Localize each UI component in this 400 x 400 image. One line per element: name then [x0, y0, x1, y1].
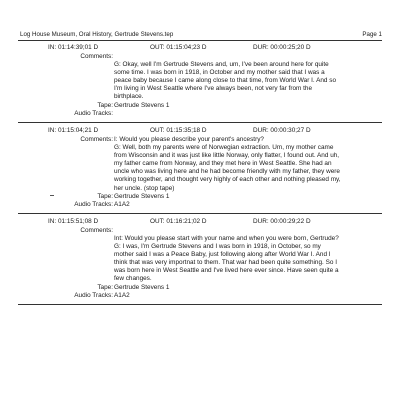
- entry-divider: [18, 213, 382, 214]
- timecode-in: [48, 44, 98, 52]
- timecode-duration: [253, 44, 311, 52]
- audio-tracks-label: Audio Tracks:: [74, 292, 113, 299]
- tape-value: Gertrude Stevens 1: [114, 102, 170, 109]
- comments-label: Comments:: [80, 53, 113, 60]
- tape-label: Tape:: [97, 284, 113, 291]
- page-number: Page 1: [362, 31, 382, 38]
- comments-text: [114, 136, 386, 193]
- in-label: IN:: [48, 44, 57, 51]
- timecode-out: [150, 127, 207, 135]
- timecode-out: [150, 218, 207, 226]
- audio-tracks-label: Audio Tracks:: [74, 110, 113, 117]
- out-label: OUT:: [150, 44, 165, 51]
- log-entry: [0, 218, 400, 308]
- comments-label: Comments:: [80, 136, 113, 143]
- tape-label: Tape:: [97, 193, 113, 200]
- audio-tracks-value: A1A2: [114, 201, 130, 208]
- timecode-row: [0, 44, 400, 53]
- dur-label: DUR:: [253, 218, 269, 225]
- timecode-row: [0, 127, 400, 136]
- entry-divider: [18, 304, 382, 305]
- dur-value: 00:00:29;22 D: [270, 218, 311, 225]
- in-value: 01:15:51;08 D: [57, 218, 99, 225]
- timecode-out: [150, 44, 207, 52]
- log-entry: [0, 127, 400, 213]
- out-value: 01:16:21;02 D: [166, 218, 207, 225]
- comments-text: [114, 61, 386, 101]
- out-label: OUT:: [150, 218, 165, 225]
- audio-tracks-label: Audio Tracks:: [74, 201, 113, 208]
- comments-paragraph: G: Okay, well I'm Gertrude Stevens and, um, I've been around here for quite some time. I was born in 1918, in October and my mother said that I was a peace baby because I came along close to that time, from World War I. And so I'm living in West Seattle where I've always been, not very far from the birthplace.: [114, 61, 337, 101]
- out-label: OUT:: [150, 127, 165, 134]
- dur-label: DUR:: [253, 44, 269, 51]
- comments-label: Comments:: [80, 227, 113, 234]
- out-value: 01:15:35;18 D: [166, 127, 207, 134]
- in-label: IN:: [48, 218, 57, 225]
- in-label: IN:: [48, 127, 57, 134]
- tape-value: Gertrude Stevens 1: [114, 193, 170, 200]
- comments-text: [114, 235, 386, 284]
- dur-label: DUR:: [253, 127, 269, 134]
- comments-paragraph: Int: Would you please start with your name and when you were born, Gertrude? G: I was, I'm Gertrude Stevens and I was born in 1918, in October, so my mother said I was a Peace Baby, just following along after World War I. And I think that was very importnat to them. That war had been quite something. So I was born here in West Seattle and I've lived here ever since. Have seen quite a few changes.: [114, 235, 339, 283]
- tape-label: Tape:: [97, 102, 113, 109]
- header-rule: [18, 40, 382, 41]
- timecode-in: [48, 218, 98, 226]
- in-value: 01:14:39;01 D: [57, 44, 99, 51]
- timecode-duration: [253, 218, 311, 226]
- timecode-in: [48, 127, 98, 135]
- audio-tracks-value: A1A2: [114, 292, 130, 299]
- timecode-row: [0, 218, 400, 227]
- dur-value: 00:00:30;27 D: [270, 127, 311, 134]
- document-title: Log House Museum, Oral History, Gertrude Stevens.tep: [20, 31, 174, 38]
- entry-divider: [18, 122, 382, 123]
- comments-paragraph: I: Would you please describe your parent's ancestry? G: Well, both my parents were of Norwegian extraction. Um, my mother came from Wisconsin and it was just like little Norway, only flatter, I found out. And uh, my father came from Norway, and they met here in West Seattle. She had an uncle who was living here and he had become friendly with my father, they were working together, and thought very highly of each other and nothing pleased my, her uncle. (stop tape): [114, 136, 341, 192]
- out-value: 01:15:04;23 D: [166, 44, 207, 51]
- stray-mark: [50, 195, 54, 196]
- tape-value: Gertrude Stevens 1: [114, 284, 170, 291]
- timecode-duration: [253, 127, 311, 135]
- in-value: 01:15:04;21 D: [57, 127, 99, 134]
- dur-value: 00:00:25;20 D: [270, 44, 311, 51]
